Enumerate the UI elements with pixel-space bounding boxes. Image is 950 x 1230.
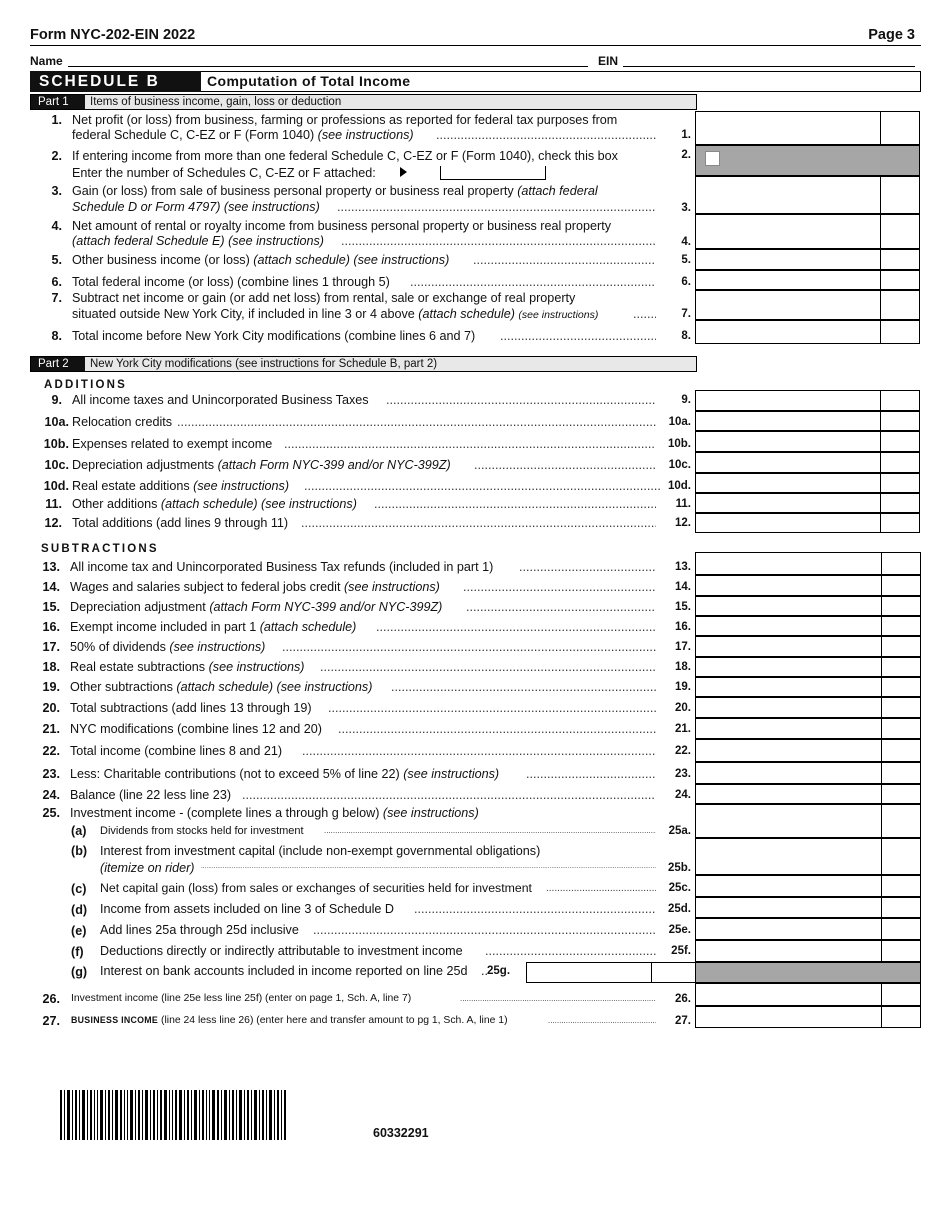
line-3-ref: 3. <box>681 202 691 214</box>
line-15-amount[interactable] <box>695 596 921 616</box>
leader-dots <box>242 788 656 803</box>
line-19-number: 19. <box>42 680 60 694</box>
part1-bar <box>30 94 697 110</box>
line-25a-letter: (a) <box>71 824 87 838</box>
line-7-number: 7. <box>51 291 62 305</box>
form-number: 60332291 <box>373 1126 429 1140</box>
line-19-ref: 19. <box>675 681 691 693</box>
line-25-text: Investment income - (complete lines a through g below) (see instructions) <box>70 806 479 820</box>
line-25c-letter: (c) <box>71 882 87 896</box>
line-21-number: 21. <box>42 722 60 736</box>
line-14-number: 14. <box>42 580 60 594</box>
line-25g-shaded <box>695 962 921 983</box>
line-7-text-2: situated outside New York City, if included in line 3 or 4 above (attach schedule) (see instructions) <box>72 307 599 321</box>
line-17-amount[interactable] <box>695 636 921 657</box>
line-1-text: Net profit (or loss) from business, farming or professions as reported for federal tax purposes from <box>72 113 618 127</box>
line-25g-ref: 25g. <box>487 965 511 977</box>
line-10d-number: 10d. <box>43 479 69 493</box>
ein-field[interactable] <box>623 66 915 67</box>
leader-dots <box>284 437 656 452</box>
line-19-amount[interactable] <box>695 677 921 697</box>
part2-title: New York City modifications (see instructions for Schedule B, part 2) <box>90 358 438 370</box>
line-13-ref: 13. <box>675 561 691 573</box>
part1-tag: Part 1 <box>31 95 85 109</box>
name-field[interactable] <box>68 66 588 67</box>
line-25g-text: Interest on bank accounts included in income reported on line 25d <box>100 964 468 978</box>
leader-dots <box>301 516 656 531</box>
line-2-number: 2. <box>51 149 62 163</box>
line-9-number: 9. <box>51 393 62 407</box>
line-15-number: 15. <box>42 600 60 614</box>
schedule-tag: SCHEDULE B <box>30 71 201 92</box>
line-19-text: Other subtractions (attach schedule) (see instructions) <box>70 680 373 694</box>
leader-dots <box>460 994 656 1009</box>
schedule-count-field[interactable] <box>440 166 546 180</box>
line-10d-amount[interactable] <box>695 473 920 493</box>
part2-bar <box>30 356 697 372</box>
line-10b-ref: 10b. <box>667 438 691 450</box>
line-25e-amount[interactable] <box>695 918 921 940</box>
line-25e-text: Add lines 25a through 25d inclusive <box>100 923 299 937</box>
form-title: Form NYC-202-EIN 2022 <box>30 27 196 43</box>
line-11-number: 11. <box>45 497 62 511</box>
leader-dots <box>410 275 656 290</box>
line-9-text: All income taxes and Unincorporated Business Taxes <box>72 393 369 407</box>
line-3-number: 3. <box>51 184 62 198</box>
line-4-text-2: (attach federal Schedule E) (see instructions) <box>72 234 324 248</box>
name-label: Name <box>30 54 63 68</box>
line-26-text: Investment income (line 25e less line 25f) (enter on page 1, Sch. A, line 7) <box>71 993 412 1004</box>
line-2-text: If entering income from more than one federal Schedule C, C-EZ or F (Form 1040), check this box <box>72 149 618 163</box>
line-25c-ref: 25c. <box>668 882 691 894</box>
header-rule <box>30 45 921 46</box>
line-2-ref: 2. <box>681 149 691 161</box>
leader-dots <box>328 701 656 716</box>
line-18-text: Real estate subtractions (see instructions) <box>70 660 305 674</box>
line-22-ref: 22. <box>675 745 691 757</box>
line-23-ref: 23. <box>675 768 691 780</box>
line-10a-amount[interactable] <box>695 411 920 431</box>
line-27-number: 27. <box>42 1014 60 1028</box>
line-25g-letter: (g) <box>71 965 88 979</box>
line-10b-number: 10b. <box>43 437 69 451</box>
line-8-ref: 8. <box>681 330 691 342</box>
leader-dots <box>391 680 656 695</box>
leader-dots <box>526 767 656 782</box>
line-25d-letter: (d) <box>71 903 88 917</box>
leader-dots <box>519 560 656 575</box>
line-25f-letter: (f) <box>71 945 84 959</box>
line-14-ref: 14. <box>675 581 691 593</box>
leader-dots <box>474 458 656 473</box>
line-26-amount[interactable] <box>695 983 921 1006</box>
line-9-ref: 9. <box>681 394 691 406</box>
line-10d-text: Real estate additions (see instructions) <box>72 479 290 493</box>
line-2-shaded <box>695 145 920 176</box>
leader-dots <box>282 640 656 655</box>
line-24-number: 24. <box>42 788 60 802</box>
leader-dots <box>324 826 656 841</box>
line-7-amount[interactable] <box>695 290 920 320</box>
line-10c-ref: 10c. <box>668 459 691 471</box>
line-21-ref: 21. <box>675 723 691 735</box>
line-17-ref: 17. <box>675 641 691 653</box>
leader-dots <box>436 128 656 143</box>
line-1-amount[interactable] <box>695 111 920 145</box>
part1-title: Items of business income, gain, loss or deduction <box>90 96 342 108</box>
leader-dots <box>302 744 656 759</box>
line-25f-amount[interactable] <box>695 940 921 962</box>
leader-dots <box>376 620 656 635</box>
line-25c-text: Net capital gain (loss) from sales or exchanges of securities held for investment <box>100 881 532 895</box>
line-25f-ref: 25f. <box>671 945 691 957</box>
line-12-ref: 12. <box>675 517 691 529</box>
line-25c-amount[interactable] <box>695 875 921 897</box>
line-10a-number: 10a. <box>44 415 69 429</box>
line-10b-text: Expenses related to exempt income <box>72 437 273 451</box>
line-20-number: 20. <box>42 701 60 715</box>
line-4-number: 4. <box>51 219 62 233</box>
leader-dots <box>338 722 656 737</box>
line-15-ref: 15. <box>675 601 691 613</box>
line-8-amount[interactable] <box>695 320 920 344</box>
line-10c-amount[interactable] <box>695 452 920 473</box>
part2-tag: Part 2 <box>31 357 85 371</box>
line-13-amount[interactable] <box>695 552 921 575</box>
line-25g-dots: .. <box>481 964 488 978</box>
line-23-amount[interactable] <box>695 762 921 784</box>
leader-dots <box>341 234 656 249</box>
leader-dots <box>313 923 656 938</box>
line-9-amount[interactable] <box>695 390 920 411</box>
line-4-ref: 4. <box>681 236 691 248</box>
line-25a-ref: 25a. <box>668 825 691 837</box>
line-26-ref: 26. <box>675 993 691 1005</box>
leader-dots <box>414 902 656 917</box>
line-18-amount[interactable] <box>695 657 921 677</box>
leader-dots <box>463 580 656 595</box>
line-25b-text: Interest from investment capital (include non-exempt governmental obligations) <box>100 844 541 858</box>
line-6-text: Total federal income (or loss) (combine lines 1 through 5) <box>72 275 390 289</box>
line-22-text: Total income (combine lines 8 and 21) <box>70 744 283 758</box>
line-10c-text: Depreciation adjustments (attach Form NYC-399 and/or NYC-399Z) <box>72 458 451 472</box>
line-6-amount[interactable] <box>695 270 920 290</box>
line-11-amount[interactable] <box>695 493 920 513</box>
line-16-amount[interactable] <box>695 616 921 636</box>
line-14-amount[interactable] <box>695 575 921 596</box>
line-25e-letter: (e) <box>71 924 87 938</box>
line-25b-text-2: (itemize on rider) <box>100 861 195 875</box>
line-7-text: Subtract net income or gain (or add net loss) from rental, sale or exchange of real property <box>72 291 576 305</box>
line-18-number: 18. <box>42 660 60 674</box>
line-10b-amount[interactable] <box>695 431 920 452</box>
line-24-amount[interactable] <box>695 784 921 804</box>
line-16-text: Exempt income included in part 1 (attach schedule) <box>70 620 357 634</box>
line-5-amount[interactable] <box>695 249 920 270</box>
barcode-image <box>60 1090 286 1140</box>
line-3-amount[interactable] <box>695 176 920 214</box>
subtractions-heading: SUBTRACTIONS <box>41 543 159 555</box>
leader-dots <box>500 329 656 344</box>
line-25b-letter: (b) <box>71 844 88 858</box>
leader-dots <box>374 497 656 512</box>
line-25-number: 25. <box>42 806 60 820</box>
line-5-number: 5. <box>51 253 62 267</box>
line-4-amount[interactable] <box>695 214 920 249</box>
additions-heading: ADDITIONS <box>44 379 128 391</box>
line-8-number: 8. <box>51 329 62 343</box>
line-23-number: 23. <box>42 767 60 781</box>
line-20-text: Total subtractions (add lines 13 through 19) <box>70 701 312 715</box>
line-4-text: Net amount of rental or royalty income from business personal property or business real property <box>72 219 611 233</box>
line-24-text: Balance (line 22 less line 23) <box>70 788 232 802</box>
line-10a-ref: 10a. <box>668 416 691 428</box>
line-3-text: Gain (or loss) from sale of business personal property or business real property (attach federal <box>72 184 598 198</box>
line-15-text: Depreciation adjustment (attach Form NYC-399 and/or NYC-399Z) <box>70 600 443 614</box>
line-25f-text: Deductions directly or indirectly attributable to investment income <box>100 944 463 958</box>
line-27-amount[interactable] <box>695 1006 921 1028</box>
leader-dots <box>386 393 656 408</box>
line-7-ref: 7. <box>681 308 691 320</box>
line-22-number: 22. <box>42 744 60 758</box>
line-25a-amount[interactable] <box>695 804 921 838</box>
leader-dots <box>473 253 656 268</box>
ein-label: EIN <box>598 54 619 68</box>
line-17-text: 50% of dividends (see instructions) <box>70 640 266 654</box>
leader-dots <box>177 415 656 430</box>
schedule-title: Computation of Total Income <box>207 73 411 89</box>
line-20-ref: 20. <box>675 702 691 714</box>
line-21-amount[interactable] <box>695 718 921 739</box>
line-16-number: 16. <box>42 620 60 634</box>
line-6-ref: 6. <box>681 276 691 288</box>
line-3-text-2: Schedule D or Form 4797) (see instructions) <box>72 200 320 214</box>
leader-dots <box>485 944 656 959</box>
line-12-number: 12. <box>44 516 62 530</box>
line-10d-ref: 10d. <box>667 480 691 492</box>
line-1-text-2: federal Schedule C, C-EZ or F (Form 1040) (see instructions) <box>72 128 414 142</box>
line-25b-amount[interactable] <box>695 838 921 875</box>
line-2-text-2: Enter the number of Schedules C, C-EZ or F attached: <box>72 166 376 180</box>
line-1-ref: 1. <box>681 129 691 141</box>
line-12-amount[interactable] <box>695 513 920 533</box>
line-21-text: NYC modifications (combine lines 12 and 20) <box>70 722 322 736</box>
line-25a-text: Dividends from stocks held for investment <box>100 825 304 837</box>
line-1-number: 1. <box>51 113 62 127</box>
line-13-text: All income tax and Unincorporated Business Tax refunds (included in part 1) <box>70 560 494 574</box>
leader-dots <box>201 863 656 878</box>
line-24-ref: 24. <box>675 789 691 801</box>
line-6-number: 6. <box>51 275 62 289</box>
line-10a-text: Relocation credits <box>72 415 173 429</box>
line-8-text: Total income before New York City modifications (combine lines 6 and 7) <box>72 329 476 343</box>
line-23-text: Less: Charitable contributions (not to exceed 5% of line 22) (see instructions) <box>70 767 500 781</box>
line-27-text: BUSINESS INCOME (line 24 less line 26) (enter here and transfer amount to pg 1, Sch. A, line 1) <box>71 1015 508 1026</box>
page-number: Page 3 <box>868 27 915 43</box>
arrow-icon <box>400 167 407 177</box>
line-18-ref: 18. <box>675 661 691 673</box>
line-10c-number: 10c. <box>44 458 69 472</box>
line-20-amount[interactable] <box>695 697 921 718</box>
line-25g-amount[interactable] <box>526 962 696 983</box>
leader-dots <box>337 200 656 215</box>
line-25d-text: Income from assets included on line 3 of Schedule D <box>100 902 395 916</box>
leader-dots <box>304 479 662 494</box>
line-5-ref: 5. <box>681 254 691 266</box>
line-25d-amount[interactable] <box>695 897 921 918</box>
line-13-number: 13. <box>42 560 60 574</box>
line-17-number: 17. <box>42 640 60 654</box>
line-26-number: 26. <box>42 992 60 1006</box>
line-25b-ref: 25b. <box>667 862 691 874</box>
line-25e-ref: 25e. <box>668 924 691 936</box>
leader-dots <box>466 600 656 615</box>
line-25d-ref: 25d. <box>667 903 691 915</box>
line-12-text: Total additions (add lines 9 through 11) <box>72 516 289 530</box>
line-14-text: Wages and salaries subject to federal jobs credit (see instructions) <box>70 580 440 594</box>
leader-dots <box>548 1016 656 1031</box>
line-5-text: Other business income (or loss) (attach schedule) (see instructions) <box>72 253 450 267</box>
line-27-ref: 27. <box>675 1015 691 1027</box>
multiple-schedules-checkbox[interactable] <box>705 151 720 166</box>
leader-dots <box>546 883 656 898</box>
line-16-ref: 16. <box>675 621 691 633</box>
line-11-ref: 11. <box>675 498 691 510</box>
line-22-amount[interactable] <box>695 739 921 762</box>
line-11-text: Other additions (attach schedule) (see instructions) <box>72 497 357 511</box>
leader-dots <box>320 660 656 675</box>
